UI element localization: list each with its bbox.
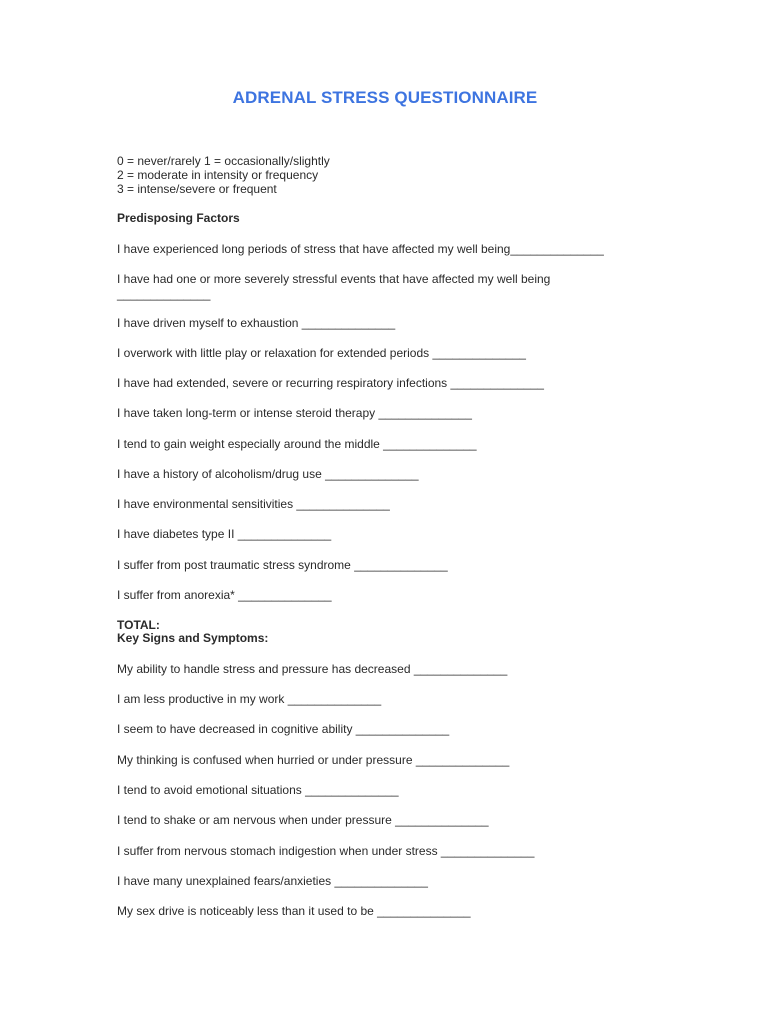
question-item: I am less productive in my work ______________: [117, 692, 382, 706]
question-item: I have environmental sensitivities ______________: [117, 497, 390, 511]
question-item: My sex drive is noticeably less than it used to be ______________: [117, 904, 471, 918]
question-item: I have driven myself to exhaustion ______________: [117, 316, 396, 330]
total-label: TOTAL:: [117, 618, 160, 632]
question-item: My ability to handle stress and pressure has decreased ______________: [117, 662, 508, 676]
section-heading-predisposing: Predisposing Factors: [117, 211, 240, 225]
question-item: I have had one or more severely stressful events that have affected my well being: [117, 272, 551, 286]
question-item: I suffer from anorexia* ______________: [117, 588, 332, 602]
question-item: I seem to have decreased in cognitive ability ______________: [117, 722, 450, 736]
question-item: I suffer from post traumatic stress syndrome ______________: [117, 558, 448, 572]
question-item: I have diabetes type II ______________: [117, 527, 332, 541]
question-item: I overwork with little play or relaxation for extended periods ______________: [117, 346, 526, 360]
question-item: I have experienced long periods of stress that have affected my well being______________: [117, 242, 604, 256]
question-item: I have had extended, severe or recurring respiratory infections ______________: [117, 376, 544, 390]
answer-blank[interactable]: ______________: [117, 287, 211, 301]
question-item: I tend to gain weight especially around the middle ______________: [117, 437, 477, 451]
scale-line: 3 = intense/severe or frequent: [117, 182, 277, 196]
question-item: I suffer from nervous stomach indigestion when under stress ______________: [117, 844, 535, 858]
question-item: I have taken long-term or intense steroid therapy ______________: [117, 406, 472, 420]
question-item: My thinking is confused when hurried or under pressure ______________: [117, 753, 510, 767]
page-title: ADRENAL STRESS QUESTIONNAIRE: [232, 88, 538, 107]
scale-legend: [117, 154, 330, 196]
question-item: I have a history of alcoholism/drug use ______________: [117, 467, 419, 481]
question-item: I tend to shake or am nervous when under pressure ______________: [117, 813, 489, 827]
scale-line: 2 = moderate in intensity or frequency: [117, 168, 319, 182]
section-heading-symptoms: Key Signs and Symptoms:: [117, 631, 269, 645]
scale-line: 0 = never/rarely 1 = occasionally/slightly: [117, 154, 330, 168]
question-item: I have many unexplained fears/anxieties ______________: [117, 874, 428, 888]
question-item: I tend to avoid emotional situations ______________: [117, 783, 399, 797]
